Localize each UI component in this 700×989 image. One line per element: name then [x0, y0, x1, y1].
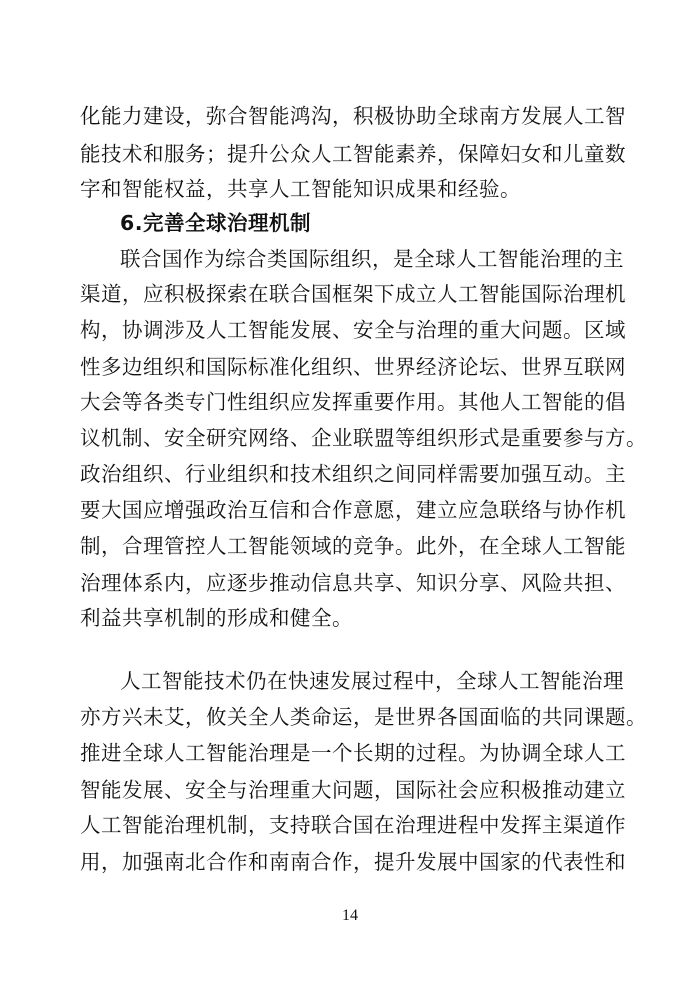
text-line: 化能力建设，弥合智能鸿沟，积极协助全球南方发展人工智 — [80, 104, 626, 128]
text-line: 要大国应增强政治互信和合作意愿，建立应急联络与协作机 — [80, 498, 626, 522]
text-line: 用，加强南北合作和南南合作，提升发展中国家的代表性和 — [80, 850, 626, 874]
section-heading: 6.完善全球治理机制 — [120, 211, 312, 235]
text-line: 制，合理管控人工智能领域的竞争。此外，在全球人工智能 — [80, 534, 626, 558]
page-number: 14 — [342, 907, 358, 924]
text-line: 字和智能权益，共享人工智能知识成果和经验。 — [80, 177, 521, 201]
text-line: 推进全球人工智能治理是一个长期的过程。为协调全球人工 — [80, 741, 626, 765]
text-line: 利益共享机制的形成和健全。 — [80, 606, 353, 630]
text-line: 智能发展、安全与治理重大问题，国际社会应积极推动建立 — [80, 778, 626, 802]
text-line: 人工智能治理机制，支持联合国在治理进程中发挥主渠道作 — [80, 813, 626, 837]
text-line: 人工智能技术仍在快速发展过程中，全球人工智能治理 — [120, 669, 624, 693]
text-line: 联合国作为综合类国际组织，是全球人工智能治理的主 — [120, 247, 624, 271]
text-line: 议机制、安全研究网络、企业联盟等组织形式是重要参与方。 — [80, 426, 647, 450]
text-line: 构，协调涉及人工智能发展、安全与治理的重大问题。区域 — [80, 318, 626, 342]
text-line: 性多边组织和国际标准化组织、世界经济论坛、世界互联网 — [80, 355, 626, 379]
text-line: 治理体系内，应逐步推动信息共享、知识分享、风险共担、 — [80, 571, 626, 595]
text-line: 政治组织、行业组织和技术组织之间同样需要加强互动。主 — [80, 462, 626, 486]
text-line: 亦方兴未艾，攸关全人类命运，是世界各国面临的共同课题。 — [80, 705, 647, 729]
text-line: 渠道，应积极探索在联合国框架下成立人工智能国际治理机 — [80, 282, 626, 306]
text-line: 能技术和服务；提升公众人工智能素养，保障妇女和儿童数 — [80, 142, 626, 166]
text-line: 大会等各类专门性组织应发挥重要作用。其他人工智能的倡 — [80, 390, 626, 414]
